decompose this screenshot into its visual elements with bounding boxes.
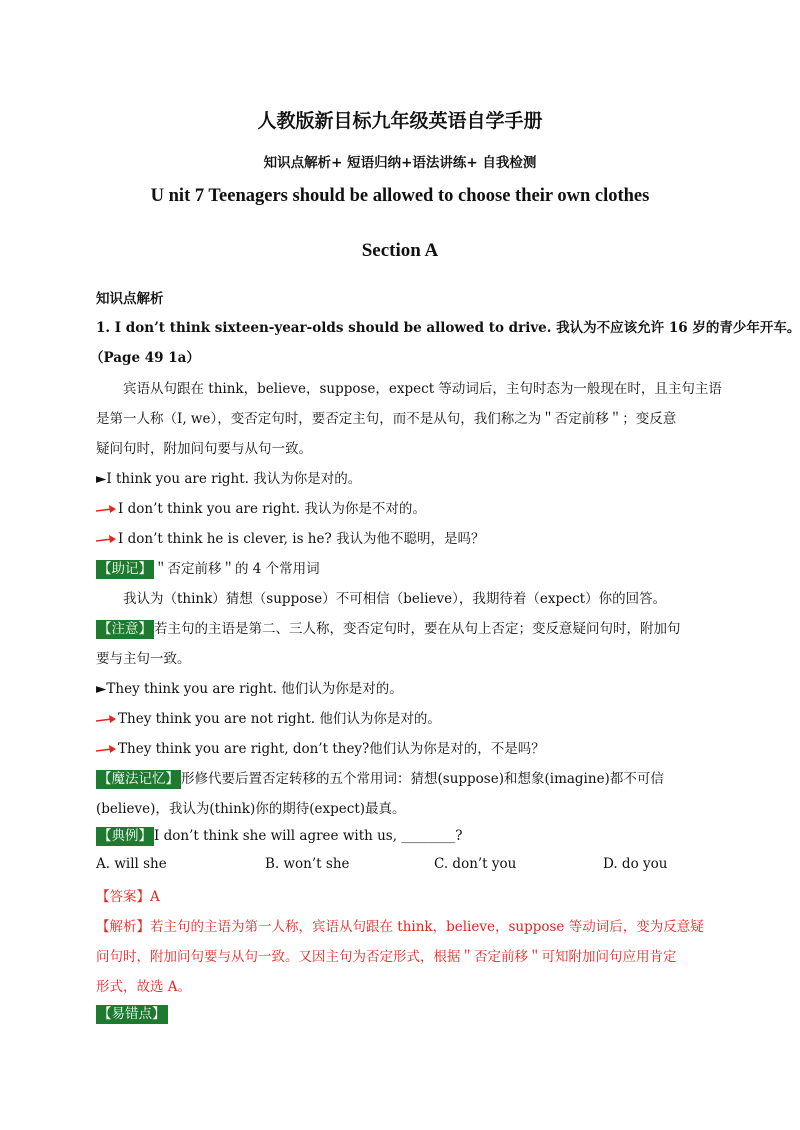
common-mistake <box>96 1005 168 1024</box>
example-sentence <box>96 527 485 547</box>
point-1: 1. I don’t think sixteen-year-olds should be allowed to drive. 我认为不应该允许 16 岁的青少年开车。 <box>96 320 800 336</box>
example-sentence: ►I think you are right. 我认为你是对的。 <box>96 471 362 487</box>
note-text: 若主句的主语是第二、三人称，变否定句时，要在从句上否定；变反意疑问句时，附加句 <box>154 621 681 637</box>
example-sentence <box>96 737 545 757</box>
tag-yicuo: 【易错点】 <box>98 1006 166 1022</box>
question-text: I don’t think she will agree with us, ________? <box>154 828 463 844</box>
page-title: 人教版新目标九年级英语自学手册 <box>257 110 543 132</box>
tag-zhuyi: 【注意】 <box>98 621 152 637</box>
option-d: D. do you <box>603 856 668 872</box>
note-line: 要与主句一致。 <box>96 651 191 667</box>
tag-zhuji: 【助记】 <box>98 561 152 577</box>
example-sentence <box>96 707 441 727</box>
option-a: A. will she <box>96 856 167 872</box>
analysis-line: 问句时，附加问句要与从句一致。又因主句为否定形式，根据＂否定前移＂可知附加问句应用肯定 <box>96 949 677 965</box>
unit-title: U nit 7 Teenagers should be allowed to choose their own clothes <box>150 186 650 206</box>
typical-example <box>96 827 463 846</box>
magic-memory-line: (believe)，我认为(think)你的期待(expect)最真。 <box>96 801 406 817</box>
example-sentence: ►They think you are right. 他们认为你是对的。 <box>96 681 403 697</box>
magic-memory-text: 形修代要后置否定转移的五个常用词：猜想(suppose)和想象(imagine)都不可信 <box>181 771 664 787</box>
arrow-icon <box>96 535 116 545</box>
tag-dianli: 【典例】 <box>98 828 152 844</box>
memory-tip-line: 我认为（think）猜想（suppose）不可相信（believe），我期待着（expect）你的回答。 <box>123 591 667 607</box>
example-text: I don’t think you are right. 我认为你是不对的。 <box>118 501 426 517</box>
example-text: They think you are not right. 他们认为你是对的。 <box>118 711 441 727</box>
analysis-line: 【解析】若主句的主语为第一人称，宾语从句跟在 think，believe，suppose 等动词后，变为反意疑 <box>96 919 704 935</box>
paragraph-line: 宾语从句跟在 think，believe，suppose，expect 等动词后，主句时态为一般现在时，且主句主语 <box>123 381 722 397</box>
section-title: Section A <box>361 240 439 261</box>
note <box>96 617 681 639</box>
paragraph-line: 疑问句时，附加问句要与从句一致。 <box>96 441 312 457</box>
example-text: They think you are right, don’t they?他们认为你是对的，不是吗？ <box>118 741 545 757</box>
arrow-icon <box>96 715 116 725</box>
example-text: I don’t think he is clever, is he? 我认为他不聪明，是吗？ <box>118 531 485 547</box>
page-subtitle: 知识点解析+ 短语归纳+语法讲练+ 自我检测 <box>263 155 537 171</box>
paragraph-line: 是第一人称（I, we），变否定句时，要否定主句，而不是从句，我们称之为＂否定前移＂；变反意 <box>96 411 677 427</box>
tag-mofa: 【魔法记忆】 <box>98 771 179 787</box>
memory-tip <box>96 557 320 579</box>
answer: 【答案】A <box>96 889 160 905</box>
arrow-icon <box>96 505 116 515</box>
page-reference: （Page 49 1a） <box>90 350 200 366</box>
option-c: C. don’t you <box>434 856 517 872</box>
analysis-line: 形式，故选 A。 <box>96 979 192 995</box>
section-heading: 知识点解析 <box>96 291 164 307</box>
magic-memory <box>96 767 664 789</box>
memory-tip-text: ＂否定前移＂的 4 个常用词 <box>154 561 320 577</box>
arrow-icon <box>96 745 116 755</box>
option-b: B. won’t she <box>265 856 350 872</box>
example-sentence <box>96 497 426 517</box>
